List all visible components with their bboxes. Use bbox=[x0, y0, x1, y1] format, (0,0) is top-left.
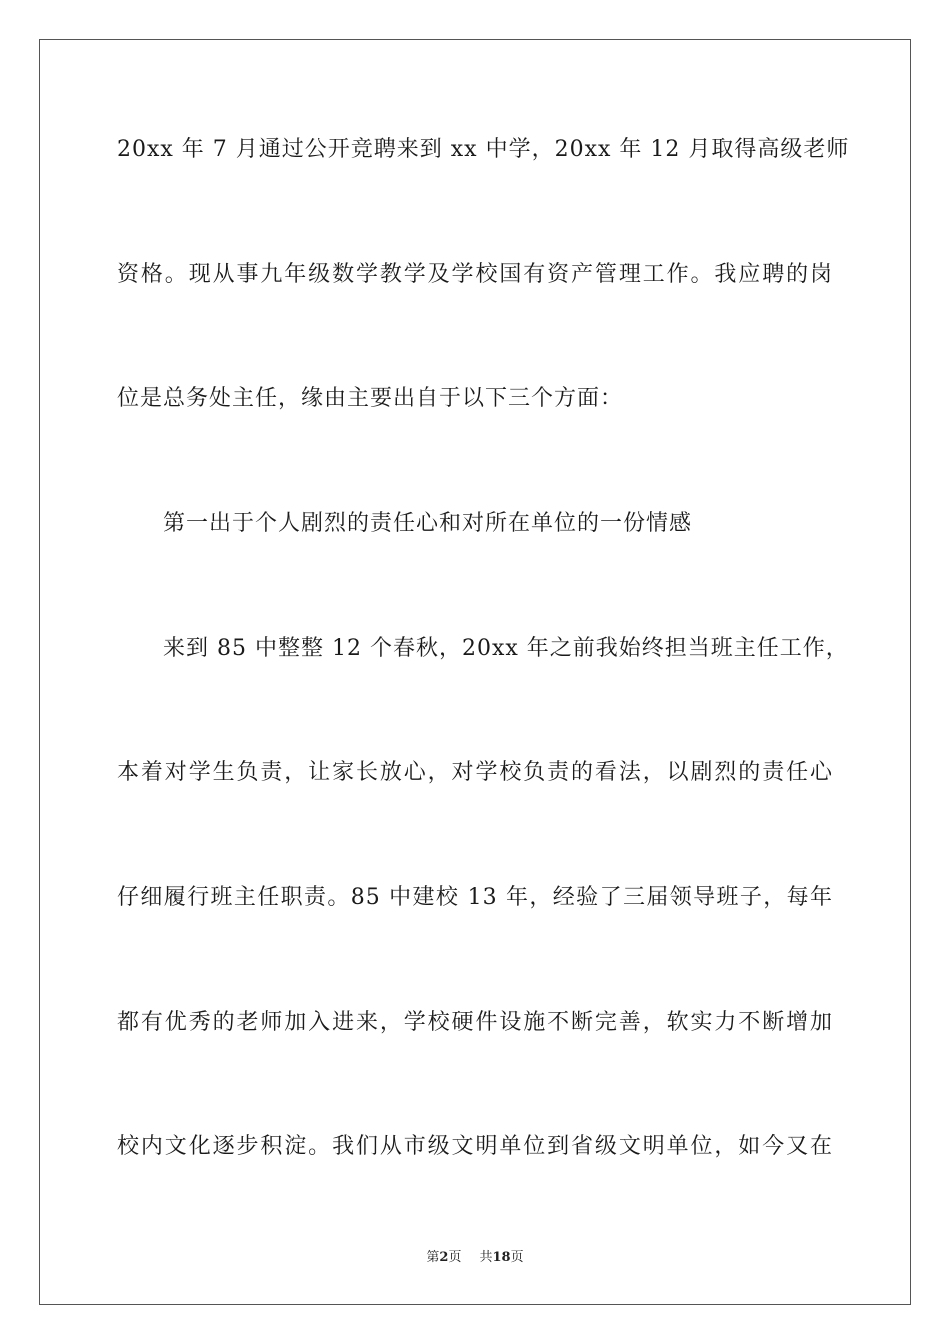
body-line-7: 仔细履行班主任职责。85 中建校 13 年，经验了三届领导班子，每年 bbox=[117, 885, 833, 910]
body-line-5: 来到 85 中整整 12 个春秋，20xx 年之前我始终担当班主任工作， bbox=[163, 636, 849, 661]
footer-total-suffix: 页 bbox=[510, 1250, 524, 1265]
page-border bbox=[39, 39, 911, 1305]
body-line-6: 本着对学生负责，让家长放心，对学校负责的看法，以剧烈的责任心 bbox=[117, 760, 833, 785]
footer-page-suffix: 页 bbox=[448, 1250, 462, 1265]
body-line-8: 都有优秀的老师加入进来，学校硬件设施不断完善，软实力不断增加 bbox=[117, 1010, 833, 1035]
body-line-9: 校内文化逐步积淀。我们从市级文明单位到省级文明单位，如今又在 bbox=[117, 1134, 833, 1159]
body-line-2: 资格。现从事九年级数学教学及学校国有资产管理工作。我应聘的岗 bbox=[117, 262, 833, 287]
footer-page-prefix: 第 bbox=[426, 1250, 440, 1265]
footer-page-number: 2 bbox=[439, 1250, 449, 1265]
footer-total-prefix: 共 bbox=[479, 1250, 493, 1265]
footer-total-pages: 18 bbox=[492, 1250, 511, 1265]
body-line-3: 位是总务处主任，缘由主要出自于以下三个方面： bbox=[117, 386, 624, 411]
page-footer bbox=[0, 1249, 950, 1267]
section-heading: 第一出于个人剧烈的责任心和对所在单位的一份情感 bbox=[163, 511, 693, 536]
body-line-1: 20xx 年 7 月通过公开竞聘来到 xx 中学，20xx 年 12 月取得高级老师 bbox=[117, 137, 850, 162]
